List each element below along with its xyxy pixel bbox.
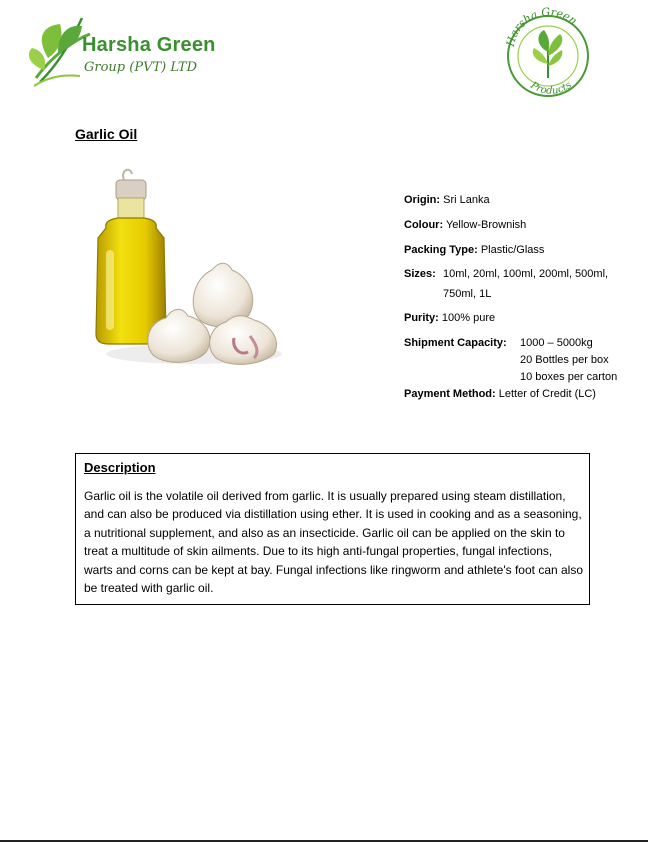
spec-shipment <box>404 337 507 349</box>
brand-subtitle: Group (PVT) LTD <box>84 60 198 75</box>
brand-name: Harsha Green <box>82 34 216 56</box>
description-heading: Description <box>84 460 156 475</box>
products-seal <box>500 6 596 102</box>
spec-packing-value: Plastic/Glass <box>480 244 545 256</box>
product-photo <box>84 158 284 370</box>
spec-payment-label: Payment Method: <box>404 388 496 400</box>
page-title: Garlic Oil <box>75 126 138 142</box>
spec-packing-label: Packing Type: <box>404 244 478 256</box>
page-bottom-border <box>0 840 648 842</box>
spec-payment <box>404 388 596 400</box>
spec-purity-value: 100% pure <box>441 312 496 324</box>
spec-sizes-line2: 750ml, 1L <box>443 288 492 300</box>
spec-shipment-label: Shipment Capacity: <box>404 337 507 349</box>
spec-packing <box>404 244 544 256</box>
spec-payment-value: Letter of Credit (LC) <box>498 388 596 400</box>
company-logo <box>22 8 216 98</box>
spec-origin-label: Origin: <box>404 194 441 206</box>
spec-sizes-line1: 10ml, 20ml, 100ml, 200ml, 500ml, <box>443 268 609 280</box>
spec-shipment-line3: 10 boxes per carton <box>520 371 618 383</box>
spec-sizes-label: Sizes: <box>404 268 436 280</box>
spec-purity-label: Purity: <box>404 312 439 324</box>
garlic-oil-bottle-icon <box>84 158 284 370</box>
spec-colour <box>404 219 526 231</box>
description-body: Garlic oil is the volatile oil derived from garlic. It is usually prepared using steam distillation, and can also be produced via distillation using ether. It is used in cooking and as a seasoning, a nutritional supplement, and also as an insecticide. Garlic oil can be applied on the skin to treat a multitude of skin ailments. Due to its high anti-fungal properties, fungal infections, warts and corns can be kept at bay. Fungal infections like ringworm and athlete's foot can also be treated with garlic oil. <box>84 489 584 596</box>
seal-icon <box>500 6 596 102</box>
spec-colour-label: Colour: <box>404 219 444 231</box>
spec-origin <box>404 194 490 206</box>
spec-shipment-line2: 20 Bottles per box <box>520 354 609 366</box>
description-box <box>75 453 590 605</box>
spec-sizes <box>404 268 436 280</box>
spec-purity <box>404 312 495 324</box>
spec-colour-value: Yellow-Brownish <box>445 219 527 231</box>
seal-top-text: Harsha Green <box>503 6 580 48</box>
spec-shipment-line1: 1000 – 5000kg <box>520 337 593 349</box>
spec-origin-value: Sri Lanka <box>443 194 490 206</box>
seal-bottom-text: Products <box>528 79 574 97</box>
